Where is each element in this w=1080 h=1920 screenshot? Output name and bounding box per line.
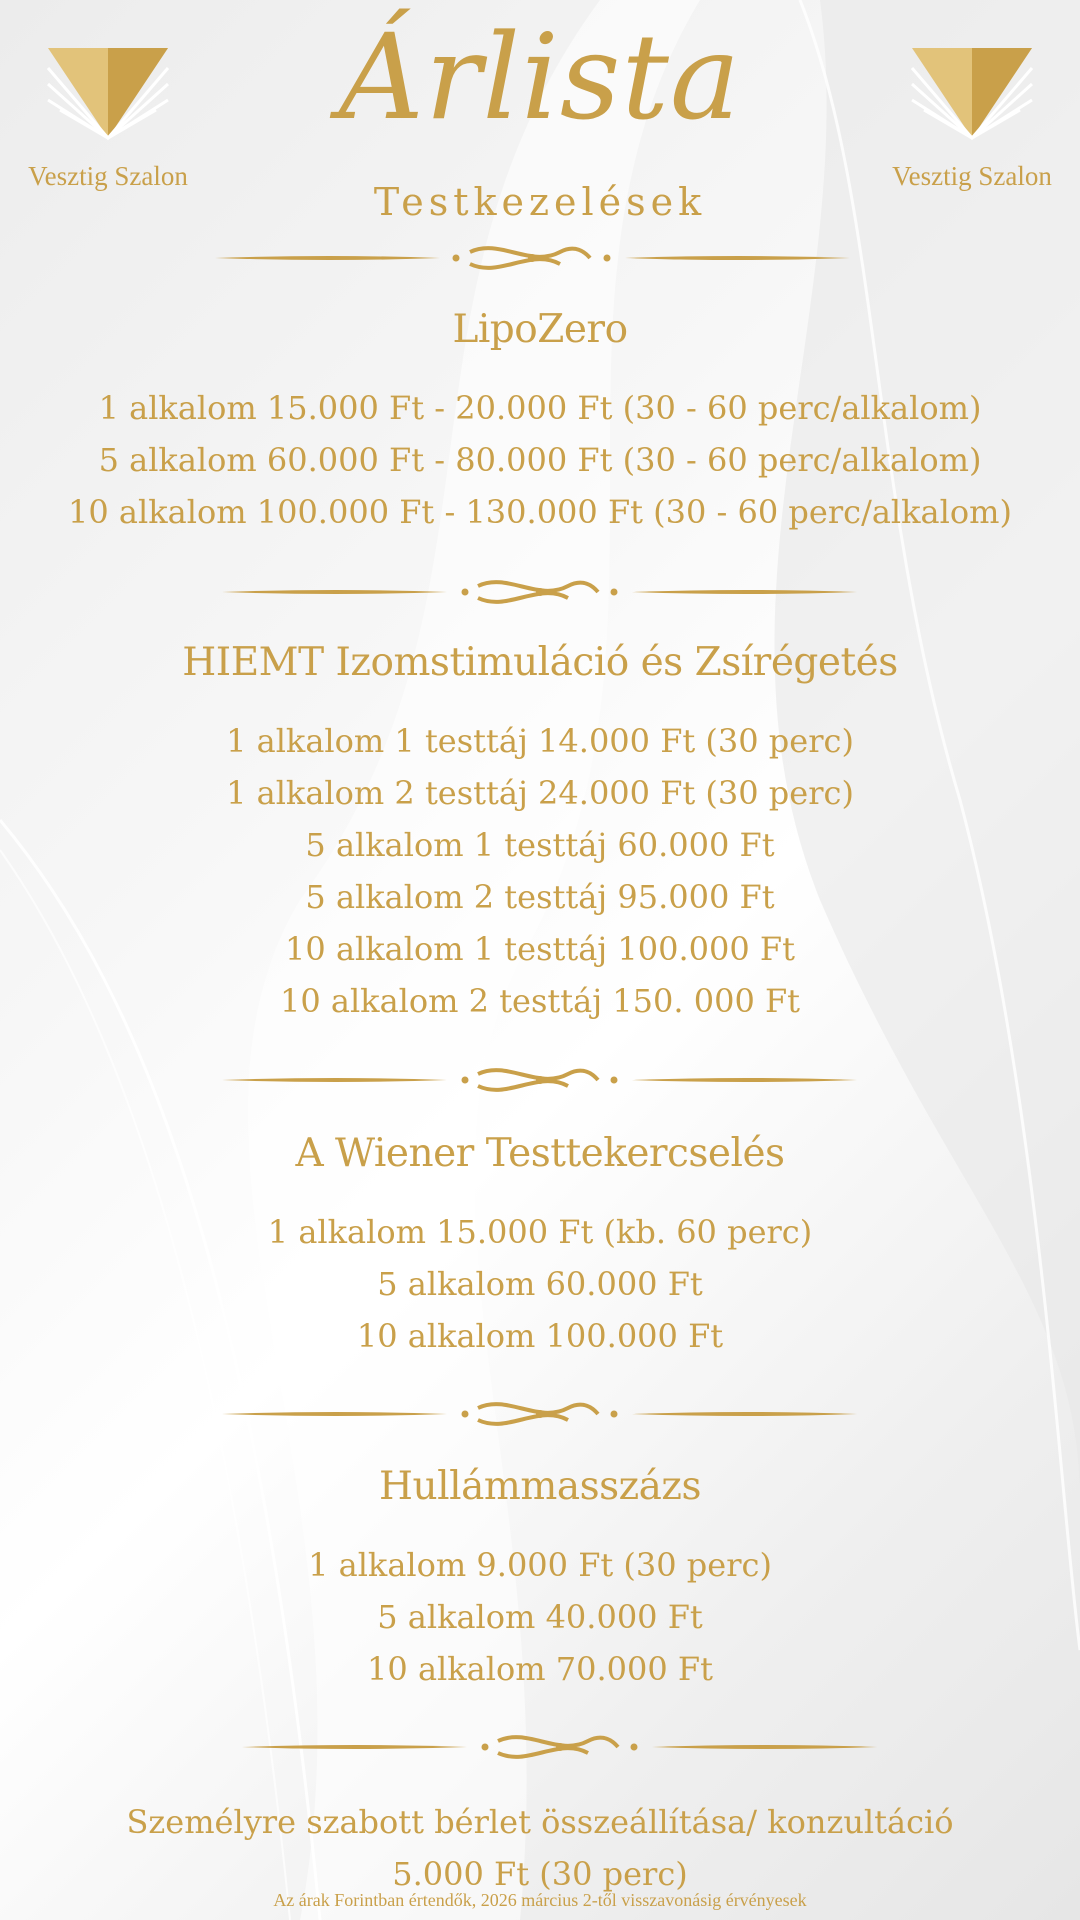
section-title: HIEMT Izomstimuláció és Zsírégetés (182, 640, 898, 685)
price-line: 5 alkalom 1 testtáj 60.000 Ft (305, 826, 775, 864)
price-line: 5 alkalom 40.000 Ft (377, 1598, 703, 1636)
price-line: 1 alkalom 2 testtáj 24.000 Ft (30 perc) (226, 774, 854, 812)
price-line: 1 alkalom 9.000 Ft (30 perc) (308, 1546, 772, 1584)
price-line: 5 alkalom 60.000 Ft (377, 1265, 703, 1303)
price-line: 1 alkalom 15.000 Ft (kb. 60 perc) (267, 1213, 813, 1251)
ornament-divider-icon (0, 1727, 1080, 1767)
ornament-divider-icon (0, 572, 1080, 612)
section-wiener (0, 1128, 1080, 1362)
price-line: 5 alkalom 60.000 Ft - 80.000 Ft (30 - 60 perc/alkalom) (98, 441, 982, 479)
price-line: 10 alkalom 70.000 Ft (367, 1650, 713, 1688)
price-line: 1 alkalom 1 testtáj 14.000 Ft (30 perc) (226, 722, 854, 760)
footer-note: Az árak Forintban értendők, 2026 március 2-től visszavonásig érvényesek (273, 1890, 807, 1910)
page-title: Árlista (338, 8, 742, 146)
section-title: LipoZero (452, 307, 628, 352)
section-title: A Wiener Testtekercselés (295, 1131, 785, 1176)
price-line: 5 alkalom 2 testtáj 95.000 Ft (305, 878, 775, 916)
section-hiemt (0, 637, 1080, 1027)
section-lipozero (0, 304, 1080, 538)
section-hullammasszazs (0, 1461, 1080, 1695)
consultation-block (0, 1796, 1080, 1900)
ornament-divider-icon (0, 1060, 1080, 1100)
price-line: 10 alkalom 2 testtáj 150. 000 Ft (279, 982, 801, 1020)
consultation-price: 5.000 Ft (30 perc) (392, 1855, 688, 1893)
price-line: 1 alkalom 15.000 Ft - 20.000 Ft (30 - 60 perc/alkalom) (98, 389, 982, 427)
consultation-title: Személyre szabott bérlet összeállítása/ konzultáció (126, 1803, 954, 1841)
section-title: Hullámmasszázs (379, 1464, 701, 1509)
price-line: 10 alkalom 100.000 Ft - 130.000 Ft (30 - 60 perc/alkalom) (68, 493, 1012, 531)
brand-name: Vesztig Szalon (28, 161, 188, 191)
price-line: 10 alkalom 1 testtáj 100.000 Ft (285, 930, 795, 968)
brand-name: Vesztig Szalon (892, 161, 1052, 191)
ornament-divider-icon (0, 1394, 1080, 1434)
page-subtitle: Testkezelések (373, 180, 707, 224)
price-line: 10 alkalom 100.000 Ft (356, 1317, 724, 1355)
ornament-divider-icon (0, 238, 1080, 278)
